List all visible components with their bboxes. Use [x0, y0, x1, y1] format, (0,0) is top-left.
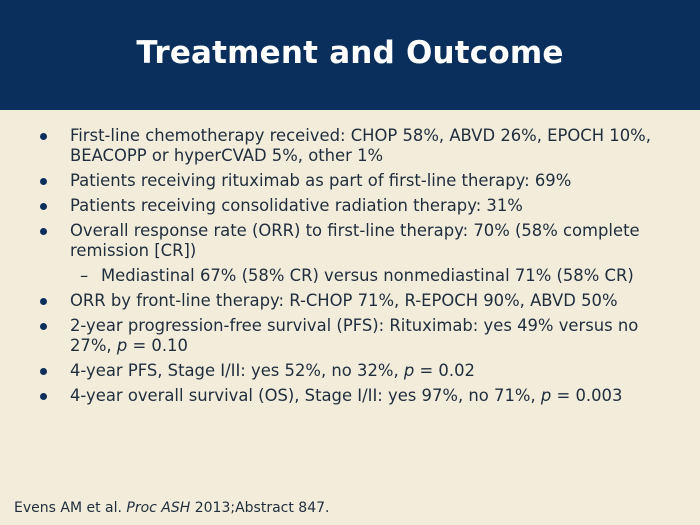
- bullet-dot-icon: [40, 203, 47, 210]
- bullet-dot-icon: [40, 133, 47, 140]
- sub-bullet-text: Mediastinal 67% (58% CR) versus nonmediastinal 71% (58% CR): [101, 266, 634, 285]
- bullet-text-pre: 4-year PFS, Stage I/II: yes 52%, no 32%,: [70, 361, 404, 380]
- bullet-text: Patients receiving rituximab as part of first-line therapy: 69%: [70, 171, 572, 190]
- p-value-symbol: p: [540, 386, 552, 405]
- citation-details: 2013;Abstract 847.: [190, 500, 330, 516]
- bullet-rituximab: [0, 171, 700, 191]
- citation-authors: Evens AM et al.: [14, 500, 127, 516]
- p-value-symbol: p: [403, 361, 415, 380]
- slide-title: Treatment and Outcome: [136, 35, 564, 71]
- bullet-4yr-pfs: [0, 361, 700, 381]
- bullet-dot-icon: [40, 368, 47, 375]
- bullet-dot-icon: [40, 393, 47, 400]
- slide-header: [0, 0, 700, 110]
- bullet-dot-icon: [40, 323, 47, 330]
- bullet-text: Patients receiving consolidative radiation therapy: 31%: [70, 196, 523, 215]
- bullet-orr: [0, 221, 700, 261]
- bullet-text-pre: 4-year overall survival (OS), Stage I/II: yes 97%, no 71%,: [70, 386, 541, 405]
- bullet-text-pre: 2-year progression-free survival (PFS): Rituximab: yes 49% versus no 27%,: [70, 316, 639, 355]
- sub-bullet-mediastinal: [0, 266, 700, 286]
- citation-footer: [14, 500, 329, 516]
- bullet-dot-icon: [40, 178, 47, 185]
- bullet-chemotherapy: [0, 126, 700, 166]
- bullet-text-post: = 0.10: [127, 336, 188, 355]
- bullet-text-post: = 0.02: [414, 361, 475, 380]
- bullet-list: [0, 126, 700, 411]
- p-value-symbol: p: [116, 336, 128, 355]
- bullet-text: Overall response rate (ORR) to first-line therapy: 70% (58% complete remission [CR]): [70, 221, 640, 260]
- bullet-radiation: [0, 196, 700, 216]
- bullet-2yr-pfs: [0, 316, 700, 356]
- bullet-text: ORR by front-line therapy: R-CHOP 71%, R-EPOCH 90%, ABVD 50%: [70, 291, 618, 310]
- bullet-4yr-os: [0, 386, 700, 406]
- dash-icon: –: [80, 266, 89, 285]
- bullet-dot-icon: [40, 228, 47, 235]
- bullet-text-post: = 0.003: [551, 386, 623, 405]
- bullet-dot-icon: [40, 298, 47, 305]
- bullet-text: First-line chemotherapy received: CHOP 58%, ABVD 26%, EPOCH 10%, BEACOPP or hyperCVAD 5%, other 1%: [70, 126, 651, 165]
- citation-journal: Proc ASH: [126, 500, 191, 516]
- bullet-orr-frontline: [0, 291, 700, 311]
